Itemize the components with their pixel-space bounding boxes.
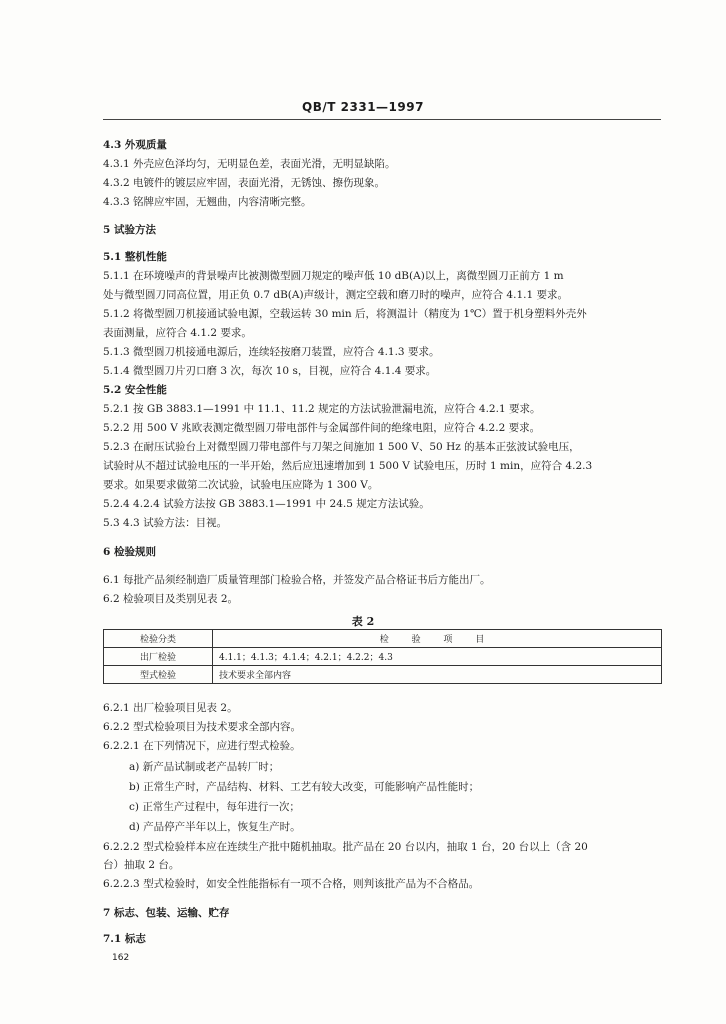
table-row bbox=[104, 666, 662, 684]
clause-4-3-3: 4.3.3 铭牌应牢固，无翘曲，内容清晰完整。 bbox=[103, 196, 312, 208]
table-cell: 型式检验 bbox=[104, 666, 213, 684]
inspection-table bbox=[103, 629, 662, 684]
list-item-d: d) 产品停产半年以上，恢复生产时。 bbox=[129, 821, 301, 833]
table-header-category: 检验分类 bbox=[104, 630, 213, 648]
page-number: 162 bbox=[112, 953, 130, 963]
list-item-a: a) 新产品试制或老产品转厂时； bbox=[129, 761, 280, 773]
table-header-row bbox=[104, 630, 662, 648]
clause-4-3: 4.3 外观质量 bbox=[103, 139, 167, 151]
clause-6-2-2: 6.2.2 型式检验项目为技术要求全部内容。 bbox=[103, 721, 302, 733]
table-row bbox=[104, 648, 662, 666]
clause-5-1-3: 5.1.3 微型圆刀机接通电源后，连续轻按磨刀装置，应符合 4.1.3 要求。 bbox=[103, 346, 440, 358]
clause-5-1-4: 5.1.4 微型圆刀片刃口磨 3 次，每次 10 s，目视，应符合 4.1.4 要求。 bbox=[103, 365, 437, 377]
clause-6-2-2-3: 6.2.2.3 型式检验时，如安全性能指标有一项不合格，则判该批产品为不合格品。 bbox=[103, 878, 480, 890]
clause-5-3: 5.3 4.3 试验方法：目视。 bbox=[103, 517, 228, 529]
list-item-c: c) 正常生产过程中，每年进行一次； bbox=[129, 801, 300, 813]
clause-6-2-2-2-line2: 台）抽取 2 台。 bbox=[103, 859, 180, 871]
clause-5-2: 5.2 安全性能 bbox=[103, 384, 167, 396]
clause-5-2-1: 5.2.1 按 GB 3883.1—1991 中 11.1、11.2 规定的方法试验泄漏电流，应符合 4.2.1 要求。 bbox=[103, 403, 541, 415]
clause-5-2-2: 5.2.2 用 500 V 兆欧表测定微型圆刀带电部件与金属部件间的绝缘电阻，应符合 4.2.2 要求。 bbox=[103, 422, 541, 434]
clause-6-2-1: 6.2.1 出厂检验项目见表 2。 bbox=[103, 702, 238, 714]
clause-4-3-1: 4.3.1 外壳应色泽均匀，无明显色差，表面光滑，无明显缺陷。 bbox=[103, 158, 396, 170]
clause-6-2-2-1: 6.2.2.1 在下列情况下，应进行型式检验。 bbox=[103, 740, 301, 752]
table-2-caption: 表 2 bbox=[351, 615, 375, 628]
clause-6-2: 6.2 检验项目及类别见表 2。 bbox=[103, 593, 239, 605]
table-cell: 出厂检验 bbox=[104, 648, 213, 666]
table-cell: 技术要求全部内容 bbox=[213, 666, 662, 684]
running-header: QB/T 2331—1997 bbox=[302, 100, 424, 114]
clause-5-2-3-line2: 试验时从不超过试验电压的一半开始，然后应迅速增加到 1 500 V 试验电压，历时 1 min，应符合 4.2.3 bbox=[103, 460, 593, 472]
clause-5-1-1-line2: 处与微型圆刀同高位置，用正负 0.7 dB(A)声级计，测定空载和磨刀时的噪声，应符合 4.1.1 要求。 bbox=[103, 289, 568, 301]
clause-7-1: 7.1 标志 bbox=[103, 933, 146, 945]
clause-4-3-2: 4.3.2 电镀件的镀层应牢固，表面光滑，无锈蚀、擦伤现象。 bbox=[103, 177, 386, 189]
table-cell: 4.1.1；4.1.3；4.1.4；4.2.1；4.2.2；4.3 bbox=[213, 648, 662, 666]
clause-5-1-2-line1: 5.1.2 将微型圆刀机接通试验电源，空载运转 30 min 后，将测温计（精度为 1℃）置于机身塑料外壳外 bbox=[103, 308, 587, 320]
clause-5-1-2-line2: 表面测量，应符合 4.1.2 要求。 bbox=[103, 327, 252, 339]
clause-5-1: 5.1 整机性能 bbox=[103, 251, 167, 263]
clause-6-2-2-2-line1: 6.2.2.2 型式检验样本应在连续生产批中随机抽取。批产品在 20 台以内，抽取 1 台，20 台以上（含 20 bbox=[103, 841, 588, 853]
header-rule bbox=[103, 119, 661, 120]
clause-5-2-4: 5.2.4 4.2.4 试验方法按 GB 3883.1—1991 中 24.5 规定方法试验。 bbox=[103, 498, 430, 510]
section-6-heading: 6 检验规则 bbox=[103, 546, 156, 558]
section-7-heading: 7 标志、包装、运输、贮存 bbox=[103, 907, 230, 919]
table-header-items: 检 验 项 目 bbox=[213, 630, 662, 648]
clause-5-2-3-line3: 要求。如果要求做第二次试验，试验电压应降为 1 300 V。 bbox=[103, 479, 379, 491]
clause-6-1: 6.1 每批产品须经制造厂质量管理部门检验合格，并签发产品合格证书后方能出厂。 bbox=[103, 574, 491, 586]
clause-5-1-1-line1: 5.1.1 在环境噪声的背景噪声比被测微型圆刀规定的噪声低 10 dB(A)以上，离微型圆刀正前方 1 m bbox=[103, 270, 564, 282]
list-item-b: b) 正常生产时，产品结构、材料、工艺有较大改变，可能影响产品性能时； bbox=[129, 781, 480, 793]
clause-5-2-3-line1: 5.2.3 在耐压试验台上对微型圆刀带电部件与刀架之间施加 1 500 V、50 Hz 的基本正弦波试验电压， bbox=[103, 441, 580, 453]
section-5-heading: 5 试验方法 bbox=[103, 224, 156, 236]
